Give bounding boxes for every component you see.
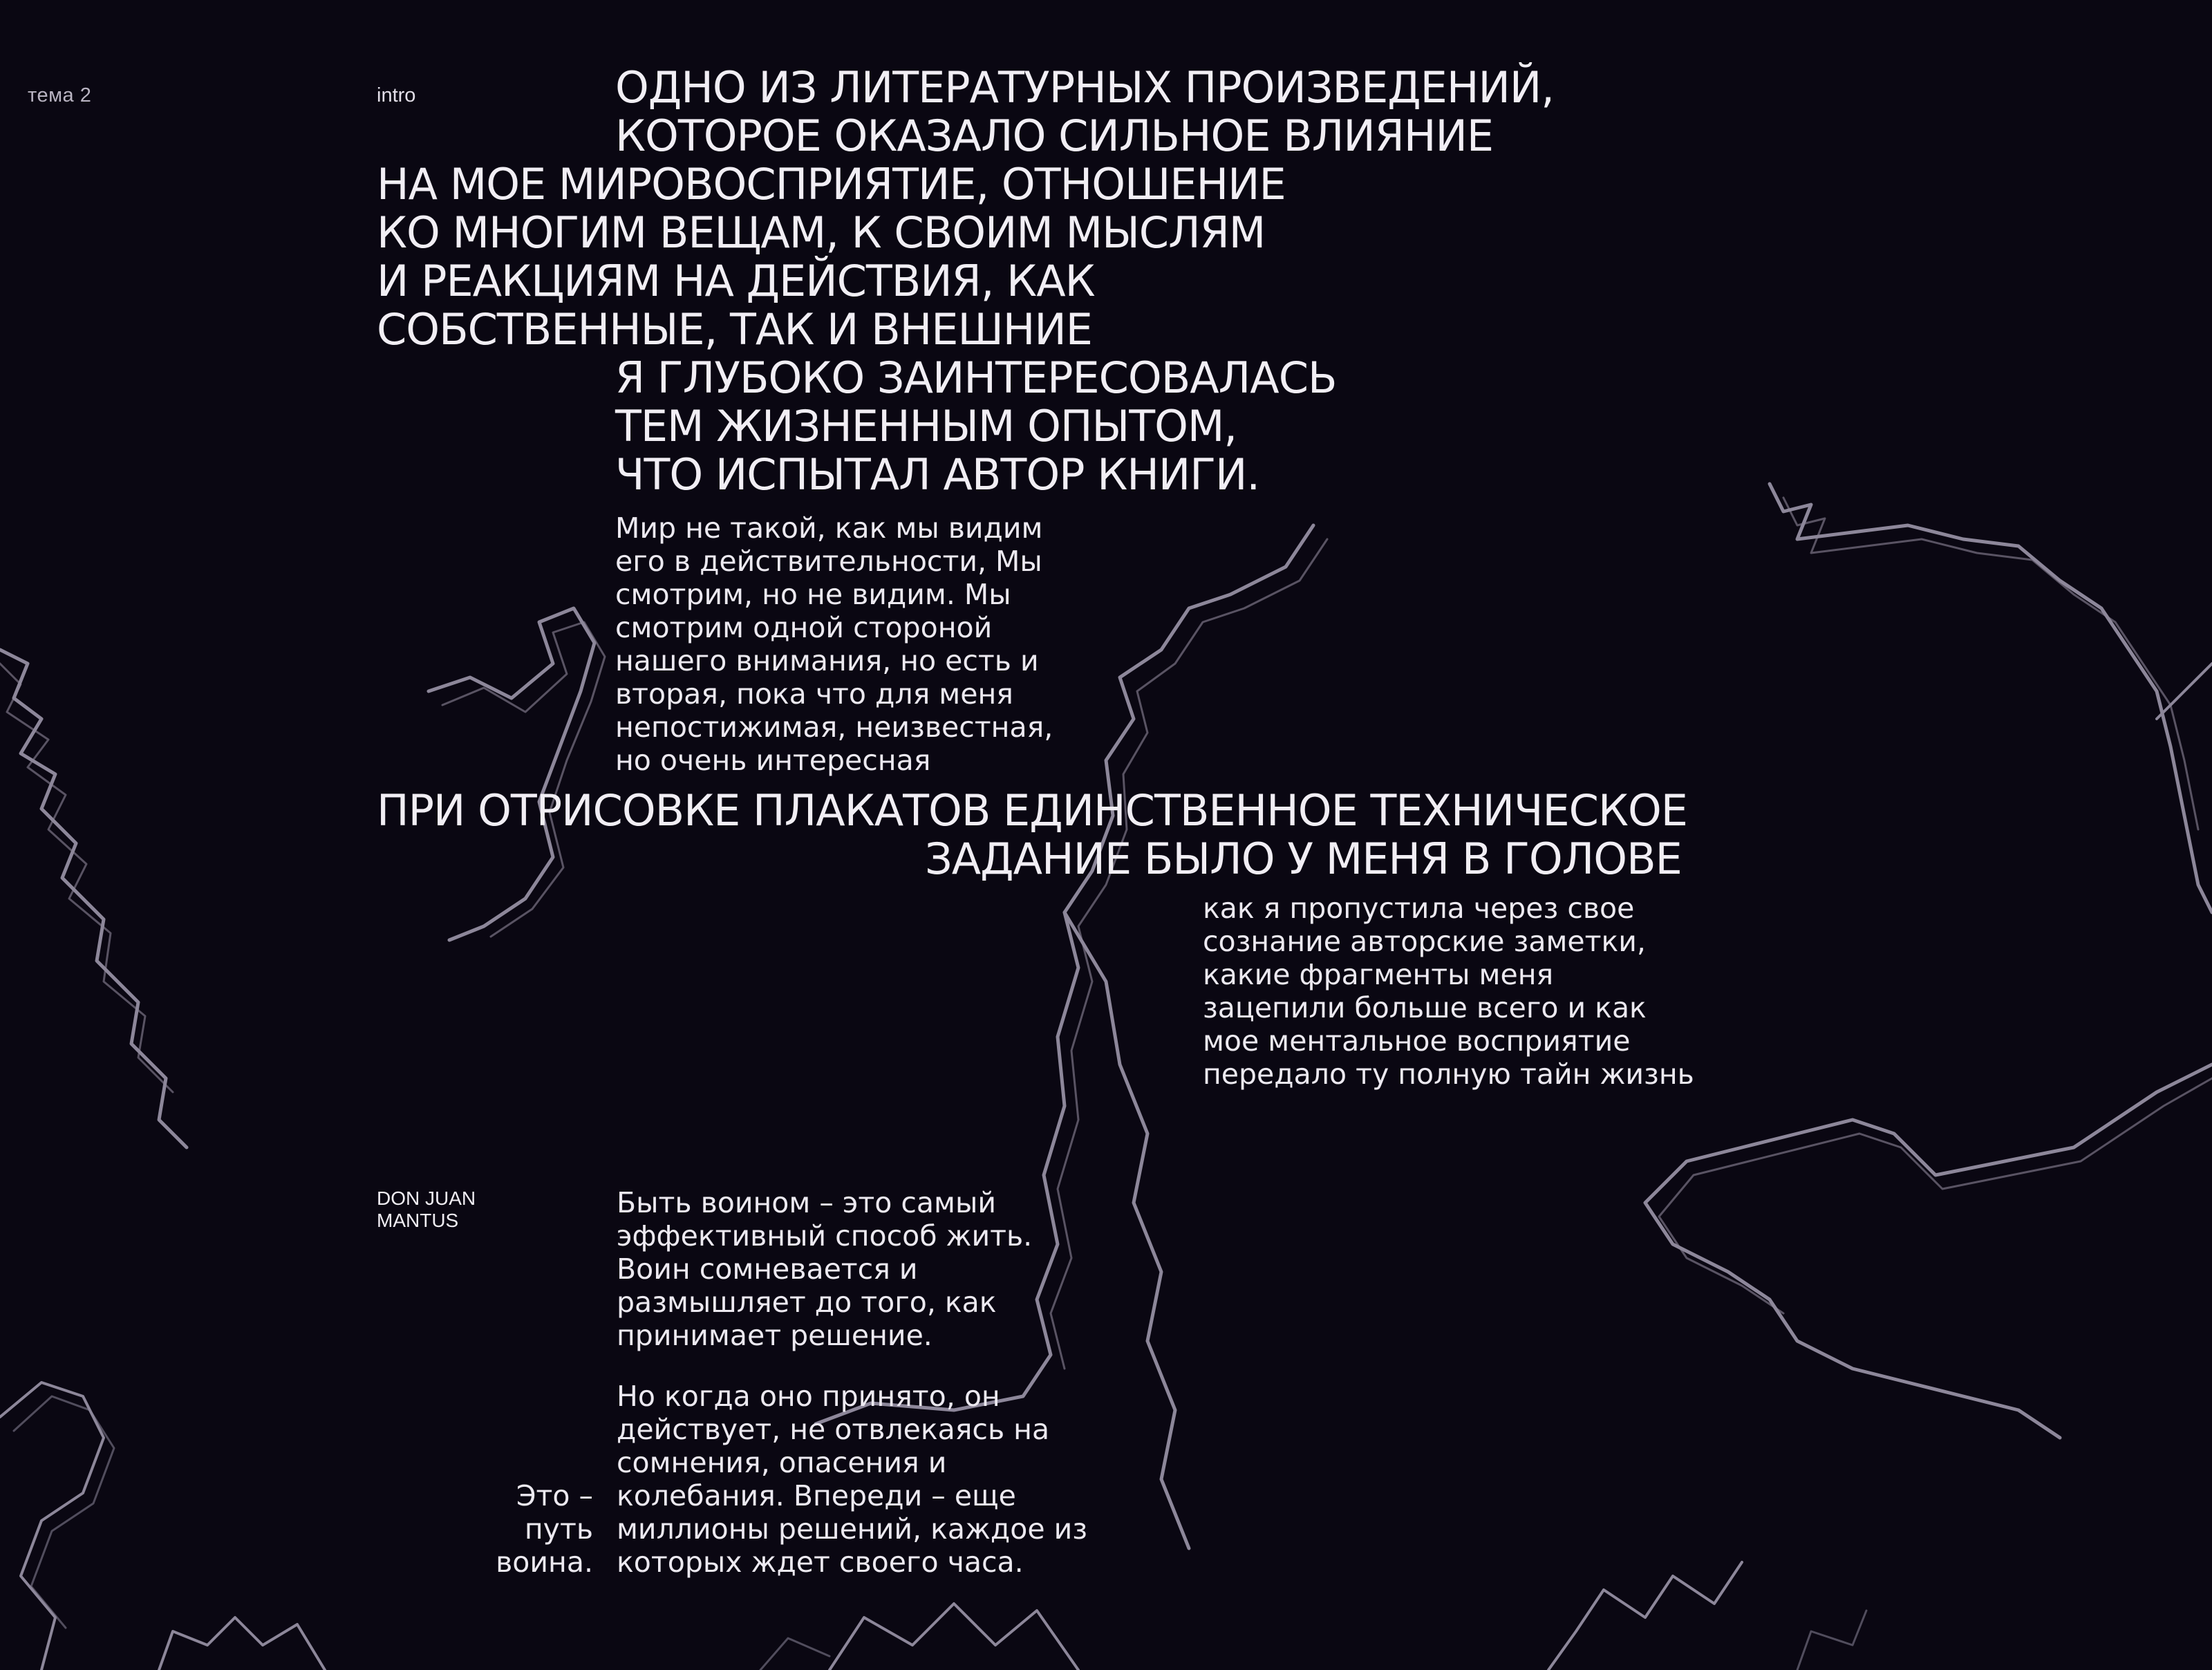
heading-line: ТЕМ ЖИЗНЕННЫМ ОПЫТОМ, <box>615 401 1237 451</box>
paragraph-line: принимает решение. <box>617 1319 932 1352</box>
paragraph-line: колебания. Впереди – еще <box>617 1479 1016 1512</box>
heading-line: НА МОЕ МИРОВОСПРИЯТИЕ, ОТНОШЕНИЕ <box>377 159 1286 209</box>
intro-heading-line-5: ЗАДАНИЕ БЫЛО У МЕНЯ В ГОЛОВЕ <box>925 834 1682 884</box>
paragraph-line: непостижимая, неизвестная, <box>615 711 1053 744</box>
paragraph-line: его в действительности, Мы <box>615 545 1042 578</box>
paragraph-line: зацепили больше всего и как <box>1203 991 1647 1024</box>
paragraph-line: Быть воином – это самый <box>617 1186 996 1219</box>
paragraph-line: сознание авторские заметки, <box>1203 925 1646 958</box>
paragraph-line: вторая, пока что для меня <box>615 677 1013 711</box>
author-line: DON JUAN <box>377 1188 476 1209</box>
paragraph-line: мое ментальное восприятие <box>1203 1024 1631 1058</box>
intro-paragraph-2 <box>1203 892 1694 1091</box>
paragraph-line: смотрим, но не видим. Мы <box>615 578 1011 611</box>
intro-paragraph-1 <box>615 512 1053 777</box>
paragraph-line: эффективный способ жить. <box>617 1219 1033 1252</box>
intro-heading-block-2 <box>377 160 1286 354</box>
aside-line: путь <box>524 1512 593 1546</box>
paragraph-line: размышляет до того, как <box>617 1286 997 1319</box>
heading-line: КО МНОГИМ ВЕЩАМ, К СВОИМ МЫСЛЯМ <box>377 207 1266 258</box>
heading-line: ОДНО ИЗ ЛИТЕРАТУРНЫХ ПРОИЗВЕДЕНИЙ, <box>615 62 1554 113</box>
paragraph-line: какие фрагменты меня <box>1203 958 1554 991</box>
heading-line: СОБСТВЕННЫЕ, ТАК И ВНЕШНИЕ <box>377 304 1092 355</box>
heading-line: И РЕАКЦИЯМ НА ДЕЙСТВИЯ, КАК <box>377 256 1095 306</box>
paragraph-line: которых ждет своего часа. <box>617 1546 1024 1579</box>
intro-heading-block-3 <box>615 354 1337 499</box>
author-line: MANTUS <box>377 1210 459 1231</box>
paragraph-line: сомнения, опасения и <box>617 1446 947 1479</box>
paragraph-line: миллионы решений, каждое из <box>617 1512 1088 1546</box>
paragraph-line: смотрим одной стороной <box>615 611 993 644</box>
paragraph-line: действует, не отвлекаясь на <box>617 1413 1050 1446</box>
quote-paragraph-2 <box>617 1380 1087 1579</box>
aside-line: Это – <box>516 1479 593 1512</box>
quote-paragraph-1 <box>617 1186 1032 1352</box>
topic-label: тема 2 <box>28 84 92 106</box>
paragraph-line: как я пропустила через свое <box>1203 892 1635 925</box>
intro-heading-block-1 <box>615 64 1554 160</box>
heading-line: КОТОРОЕ ОКАЗАЛО СИЛЬНОЕ ВЛИЯНИЕ <box>615 111 1494 161</box>
paragraph-line: Но когда оно принято, он <box>617 1380 1000 1413</box>
heading-line: ЧТО ИСПЫТАЛ АВТОР КНИГИ. <box>615 449 1260 500</box>
paragraph-line: передало ту полную тайн жизнь <box>1203 1058 1694 1091</box>
heading-line: Я ГЛУБОКО ЗАИНТЕРЕСОВАЛАСЬ <box>615 353 1337 403</box>
paragraph-line: нашего внимания, но есть и <box>615 644 1039 677</box>
aside-line: воина. <box>496 1546 593 1579</box>
section-label: intro <box>377 84 416 106</box>
quote-aside <box>496 1479 593 1579</box>
intro-heading-line-4: ПРИ ОТРИСОВКЕ ПЛАКАТОВ ЕДИНСТВЕННОЕ ТЕХНИЧЕСКОЕ <box>377 785 1687 836</box>
paragraph-line: Мир не такой, как мы видим <box>615 512 1043 545</box>
paragraph-line: но очень интересная <box>615 744 931 777</box>
quote-author <box>377 1188 476 1232</box>
paragraph-line: Воин сомневается и <box>617 1252 918 1286</box>
